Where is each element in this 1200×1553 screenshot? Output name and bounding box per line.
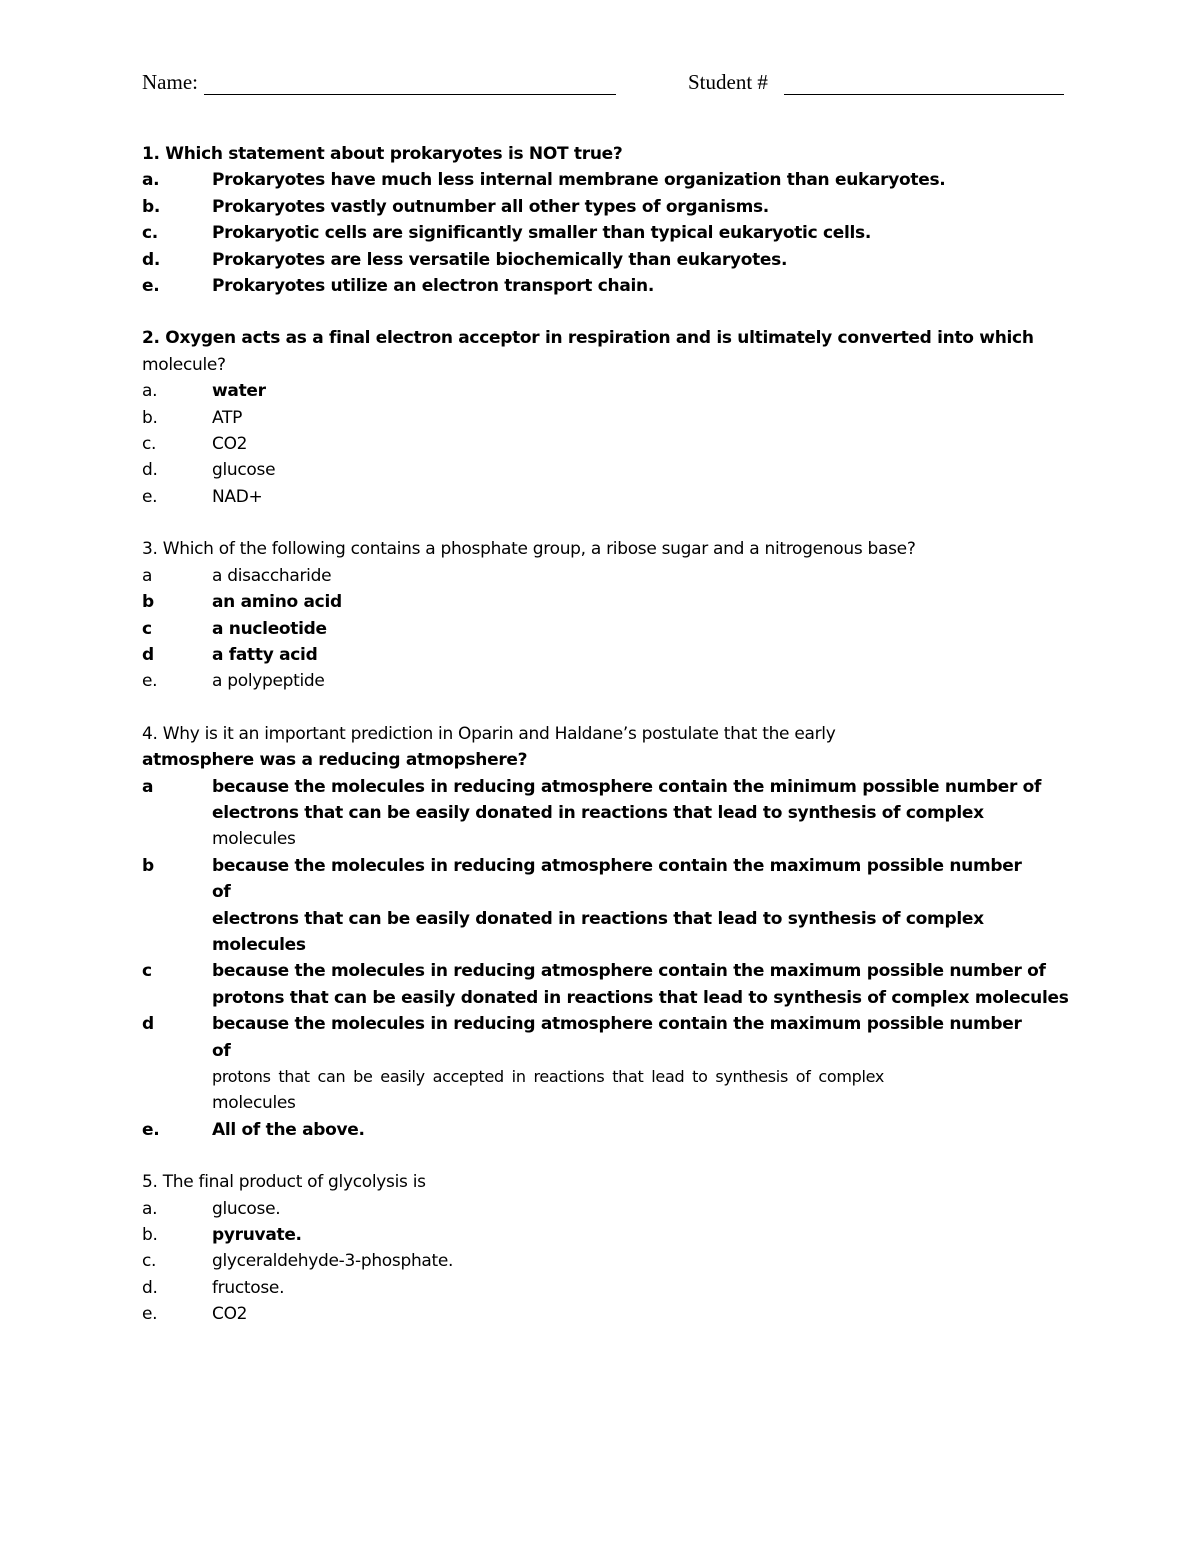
question-4 [142, 721, 1069, 1144]
question-1 [142, 141, 1042, 299]
option-letter: e. [142, 671, 158, 692]
option-2c [142, 431, 1042, 457]
option-letter: a. [142, 381, 158, 402]
option-text [212, 774, 1042, 853]
option-text: a polypeptide [212, 671, 325, 692]
option-5c [142, 1248, 1042, 1274]
question-2 [142, 325, 1042, 510]
option-line: protons that can be easily donated in reactions that lead to synthesis of complex molecules [212, 987, 1069, 1008]
option-line: protons that can be easily accepted in reactions that lead to synthesis of complex [212, 1067, 885, 1086]
header [142, 70, 1072, 100]
option-text: water [212, 381, 266, 402]
option-line: because the molecules in reducing atmosphere contain the maximum possible number of [212, 961, 1046, 982]
option-3d [142, 642, 1042, 668]
question-5 [142, 1169, 1042, 1327]
option-letter: e. [142, 486, 158, 507]
option-letter: a. [142, 1198, 158, 1219]
option-text: a nucleotide [212, 618, 327, 639]
option-text: glucose [212, 460, 276, 481]
option-text [212, 853, 1042, 959]
option-line: because the molecules in reducing atmosphere contain the minimum possible number of [212, 776, 1042, 797]
option-text: CO2 [212, 1304, 248, 1325]
option-text: Prokaryotic cells are significantly smaller than typical eukaryotic cells. [212, 223, 872, 244]
student-number-label: Student # [688, 70, 768, 94]
option-text [212, 958, 1069, 1011]
option-letter: d [142, 644, 154, 665]
option-letter: e. [142, 1304, 158, 1325]
option-letter: c [142, 961, 152, 982]
name-blank-line[interactable] [204, 94, 616, 95]
option-text: ATP [212, 407, 243, 428]
option-text: a fatty acid [212, 644, 318, 665]
option-text: Prokaryotes have much less internal membrane organization than eukaryotes. [212, 170, 946, 191]
option-4d [142, 1011, 1042, 1117]
option-letter: c. [142, 223, 158, 244]
option-1e [142, 273, 1042, 299]
name-label: Name: [142, 70, 198, 94]
option-text: All of the above. [212, 1119, 365, 1140]
option-3c [142, 616, 1042, 642]
option-letter: d. [142, 460, 158, 481]
option-letter: b. [142, 196, 161, 217]
option-3b [142, 589, 1042, 615]
option-1a [142, 167, 1042, 193]
option-text: Prokaryotes are less versatile biochemically than eukaryotes. [212, 249, 788, 270]
option-3e [142, 668, 1042, 694]
option-letter: a [142, 776, 154, 797]
option-letter: e. [142, 1119, 160, 1140]
option-line: electrons that can be easily donated in reactions that lead to synthesis of complex [212, 908, 984, 929]
option-letter: d. [142, 1277, 158, 1298]
option-text: a disaccharide [212, 565, 332, 586]
option-4a [142, 774, 1042, 853]
question-2-text: 2. Oxygen acts as a final electron acceptor in respiration and is ultimately converted into which [142, 328, 1034, 349]
option-1c [142, 220, 1042, 246]
option-text [212, 1011, 1042, 1117]
student-number-blank-line[interactable] [784, 94, 1064, 95]
option-text: Prokaryotes vastly outnumber all other types of organisms. [212, 196, 769, 217]
option-line: molecules [212, 829, 296, 850]
option-letter: d [142, 1014, 154, 1035]
question-3-text: 3. Which of the following contains a phosphate group, a ribose sugar and a nitrogenous base? [142, 539, 916, 560]
option-line: because the molecules in reducing atmosphere contain the maximum possible number of [212, 1014, 1022, 1061]
question-1-text: 1. Which statement about prokaryotes is NOT true? [142, 144, 623, 164]
option-line: molecules [212, 934, 306, 955]
option-letter: b. [142, 407, 158, 428]
option-text: glucose. [212, 1198, 281, 1219]
question-4-text-cont: atmosphere was a reducing atmopshere? [142, 750, 528, 771]
option-text: NAD+ [212, 486, 263, 507]
option-letter: c. [142, 1251, 157, 1272]
question-5-text: 5. The final product of glycolysis is [142, 1172, 426, 1193]
option-letter: b [142, 855, 154, 876]
option-letter: c. [142, 434, 157, 455]
option-4e [142, 1117, 1042, 1143]
option-1d [142, 247, 1042, 273]
option-letter: c [142, 618, 152, 639]
option-3a [142, 563, 1042, 589]
option-text: glyceraldehyde-3-phosphate. [212, 1251, 454, 1272]
option-4b [142, 853, 1042, 959]
option-text: fructose. [212, 1277, 285, 1298]
option-letter: a. [142, 170, 160, 191]
option-line: because the molecules in reducing atmosphere contain the maximum possible number of [212, 855, 1022, 903]
question-4-text: 4. Why is it an important prediction in Oparin and Haldane’s postulate that the early [142, 723, 836, 744]
option-5e [142, 1301, 1042, 1327]
option-4c [142, 958, 1069, 1011]
option-letter: b. [142, 1225, 158, 1246]
option-text: an amino acid [212, 592, 342, 613]
option-letter: e. [142, 276, 160, 297]
question-3 [142, 536, 1042, 694]
option-line: molecules [212, 1093, 296, 1114]
option-5a [142, 1196, 1042, 1222]
option-letter: a [142, 565, 153, 586]
option-2e [142, 484, 1042, 510]
option-text: CO2 [212, 434, 248, 455]
option-letter: b [142, 592, 154, 613]
option-line: electrons that can be easily donated in reactions that lead to synthesis of complex [212, 802, 984, 823]
option-2d [142, 457, 1042, 483]
option-5d [142, 1275, 1042, 1301]
option-2a [142, 378, 1042, 404]
option-1b [142, 194, 1042, 220]
option-text: pyruvate. [212, 1225, 302, 1246]
option-2b [142, 405, 1042, 431]
option-5b [142, 1222, 1042, 1248]
questions [142, 141, 1069, 1354]
question-2-text-cont: molecule? [142, 354, 226, 375]
option-letter: d. [142, 249, 161, 270]
option-text: Prokaryotes utilize an electron transport chain. [212, 276, 654, 297]
